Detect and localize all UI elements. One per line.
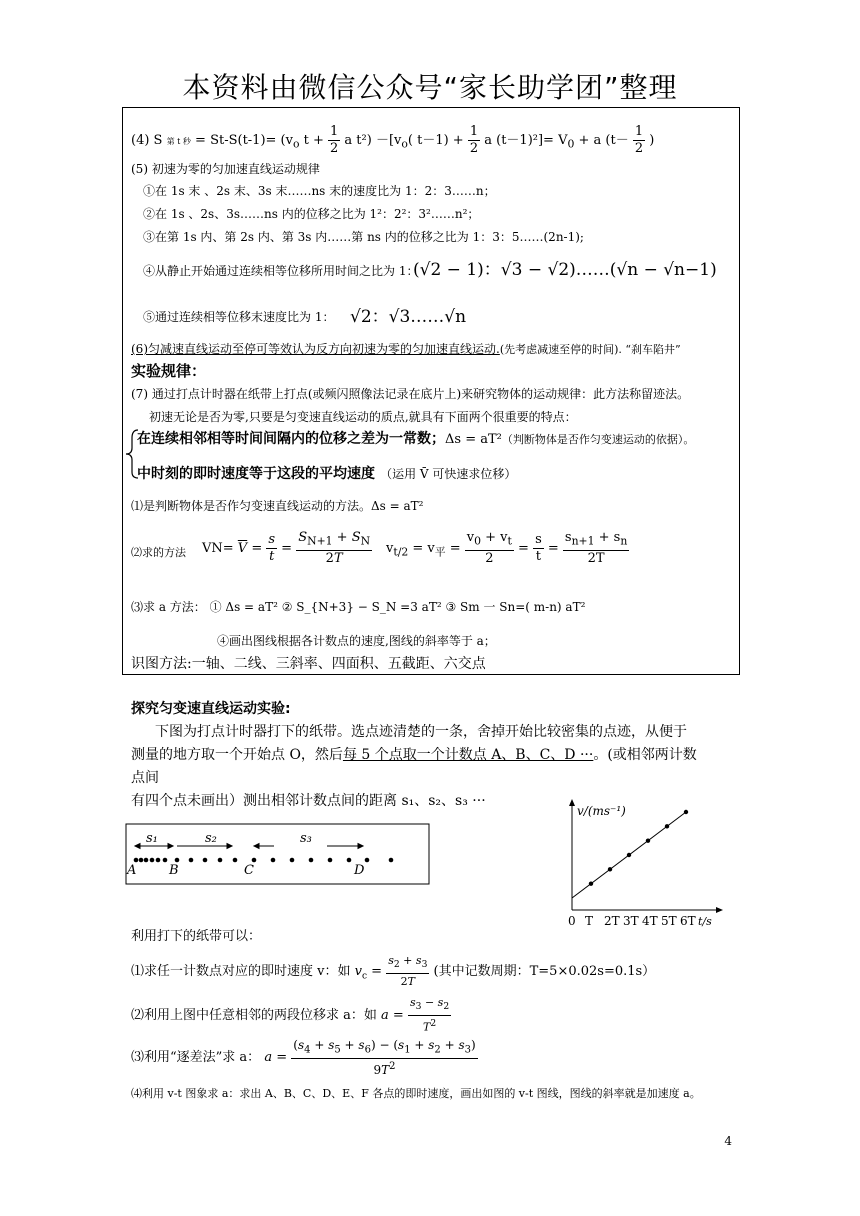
method-2-formula-a: $VN= \overline{V}$ = $\frac{s}{t}$ = $\frac{S_{N+1} + S_N}{2T}$	[202, 530, 371, 566]
experiment-paragraph-1: 下图为打点计时器打下的纸带。选点迹清楚的一条，舍掉开始比较密集的点迹，从便于	[155, 724, 687, 740]
tape-segment-s3: s₃	[300, 831, 312, 846]
tape-label-d: D	[354, 863, 365, 878]
experiment-paragraph-4: 有四个点未画出）测出相邻计数点间的距离 s₁、s₂、s₃ ···	[131, 793, 486, 809]
rule-feature-2-bold: 中时刻的即时速度等于这段的平均速度	[137, 466, 375, 482]
vt-chart	[560, 795, 730, 930]
rule-7: (7) 通过打点计时器在纸带上打点(或频闪照像法记录在底片上)来研究物体的运动规律：此方法称留迹法。	[131, 387, 690, 401]
tape-segment-s2: s₂	[205, 831, 217, 846]
vt-chart-tick-6: 6T	[680, 914, 696, 928]
rule-5-item-5-math: √2：√3……√n	[350, 307, 467, 327]
method-3: ⑶求 a 方法： ① Δs = aT² ② S_{N+3} − S_N =3 aT² ③ Sm 一 Sn=( m-n) aT²	[131, 600, 586, 614]
experiment-paragraph-2: 测量的地方取一个开始点 O，然后每 5 个点取一个计数点 A、B、C、D ···。(或相邻两计数	[131, 747, 697, 763]
vt-chart-tick-1: T	[585, 914, 594, 928]
rule-5-item-1: ①在 1s 末 、2s 末、3s 末……ns 末的速度比为 1：2：3……n；	[143, 184, 496, 198]
rule-feature-1	[137, 428, 694, 448]
rule-feature-2	[137, 463, 516, 483]
rule-5-title: (5) 初速为零的匀加速直线运动规律	[131, 162, 320, 176]
method-4: ④画出图线根据各计数点的速度,图线的斜率等于 a；	[217, 634, 496, 648]
rule-feature-1-bold: 在连续相邻相等时间间隔内的位移之差为一常数；	[137, 431, 445, 447]
tape-segment-s1: s₁	[146, 831, 158, 846]
vt-chart-point-1	[589, 881, 593, 885]
tape-label-b: B	[169, 863, 179, 878]
page-header-title: 本资料由微信公众号“家长助学团”整理	[182, 71, 678, 104]
use-2: ⑵利用上图中任意相邻的两段位移求 a：如 a = $\frac{s_3 - s_2}{T^2}$	[131, 996, 450, 1034]
method-1: ⑴是判断物体是否作匀变速直线运动的方法。Δs = aT²	[131, 499, 424, 513]
use-1: ⑴求任一计数点对应的即时速度 v：如 $v_c$ = $\frac{s_2 + s_3}{2T}$ (其中记数周期：T=5×0.02s=0.1s）	[131, 954, 656, 989]
experiment-paragraph-3: 点间	[131, 770, 159, 786]
vt-chart-point-3	[627, 853, 631, 857]
rule-5-item-4-math: (√2 − 1)：√3 − √2)……(√n − √n−1)	[413, 260, 717, 280]
vt-chart-ylabel: v/(ms⁻¹)	[577, 804, 626, 818]
formula-4: (4) S 第 t 秒 = $St-S(t-1)= (v_o$ t + $\frac{1}{2}$ a $t^2) -[v_o$( t－1) + $\frac{1}{2}$ a $(t-1)^2]= V_0 + a$ (t－ $\frac{1}{2}$ )	[131, 124, 655, 156]
rule-feature-1-math: Δs = aT²	[445, 432, 502, 447]
rule-5-item-5-text: ⑤通过连续相等位移末速度比为 1：	[143, 310, 335, 324]
tape-label-c: C	[244, 863, 254, 878]
vt-chart-point-2	[608, 867, 612, 871]
vt-chart-tick-0: 0	[568, 914, 576, 928]
vt-chart-tick-5: 5T	[661, 914, 677, 928]
rule-6	[131, 340, 681, 357]
vt-chart-xlabel: t/s	[698, 915, 712, 928]
use-intro: 利用打下的纸带可以：	[131, 929, 262, 944]
rule-feature-2-note: （运用 V̄ 可快速求位移）	[380, 467, 517, 481]
vt-chart-x-arrow	[716, 907, 723, 913]
rule-feature-1-note: （判断物体是否作匀变速运动的依据）。	[501, 433, 695, 446]
vt-chart-tick-3: 3T	[623, 914, 639, 928]
tape-dots	[134, 858, 394, 863]
vt-chart-point-6	[684, 810, 688, 814]
page-number: 4	[724, 1134, 732, 1148]
vt-chart-tick-2: 2T	[604, 914, 620, 928]
rule-5-item-3: ③在第 1s 内、第 2s 内、第 3s 内……第 ns 内的位移之比为 1：3：5……(2n-1);	[143, 230, 584, 244]
method-2-label: ⑵求的方法	[131, 546, 186, 559]
experiment-title: 探究匀变速直线运动实验:	[131, 701, 291, 717]
rule-5-item-2: ②在 1s 、2s、3s……ns 内的位移之比为 1²：2²：3²……n²；	[143, 207, 480, 221]
vt-chart-point-4	[646, 838, 650, 842]
rule-6-rest: (先考虑减速至停的时间). “刹车陷井”	[499, 343, 681, 356]
tape-label-a: A	[127, 863, 137, 878]
vt-chart-point-5	[665, 824, 669, 828]
rule-7-sub: 初速无论是否为零,只要是匀变速直线运动的质点,就具有下面两个很重要的特点：	[149, 410, 577, 424]
vt-chart-tick-4: 4T	[642, 914, 658, 928]
use-3: ⑶利用“逐差法”求 a： a = $\frac{(s_4 + s_5 + s_6) - (s_1 + s_2 + s_3)}{9T^2}$	[131, 1038, 476, 1078]
experiment-rules-heading: 实验规律：	[131, 362, 207, 380]
rule-6-underlined: (6)匀减速直线运动至停可等效认为反方向初速为零的匀加速直线运动.	[131, 342, 500, 356]
rule-5-item-4-text: ④从静止开始通过连续相等位移所用时间之比为 1：	[143, 264, 419, 278]
vt-chart-y-arrow	[569, 799, 575, 806]
paper-tape-diagram	[124, 822, 434, 888]
use-4: ⑷利用 v-t 图象求 a：求出 A、B、C、D、E、F 各点的即时速度，画出如图的 v-t 图线，图线的斜率就是加速度 a。	[131, 1087, 701, 1100]
method-5: 识图方法:一轴、二线、三斜率、四面积、五截距、六交点	[131, 656, 486, 672]
method-2-formula-b: $v_{t/2} = v_平$ = $\frac{v_0 + v_t}{2}$ = $\frac{s}{t}$ = $\frac{s_{n+1} + s_n}{2T}$	[386, 530, 628, 566]
